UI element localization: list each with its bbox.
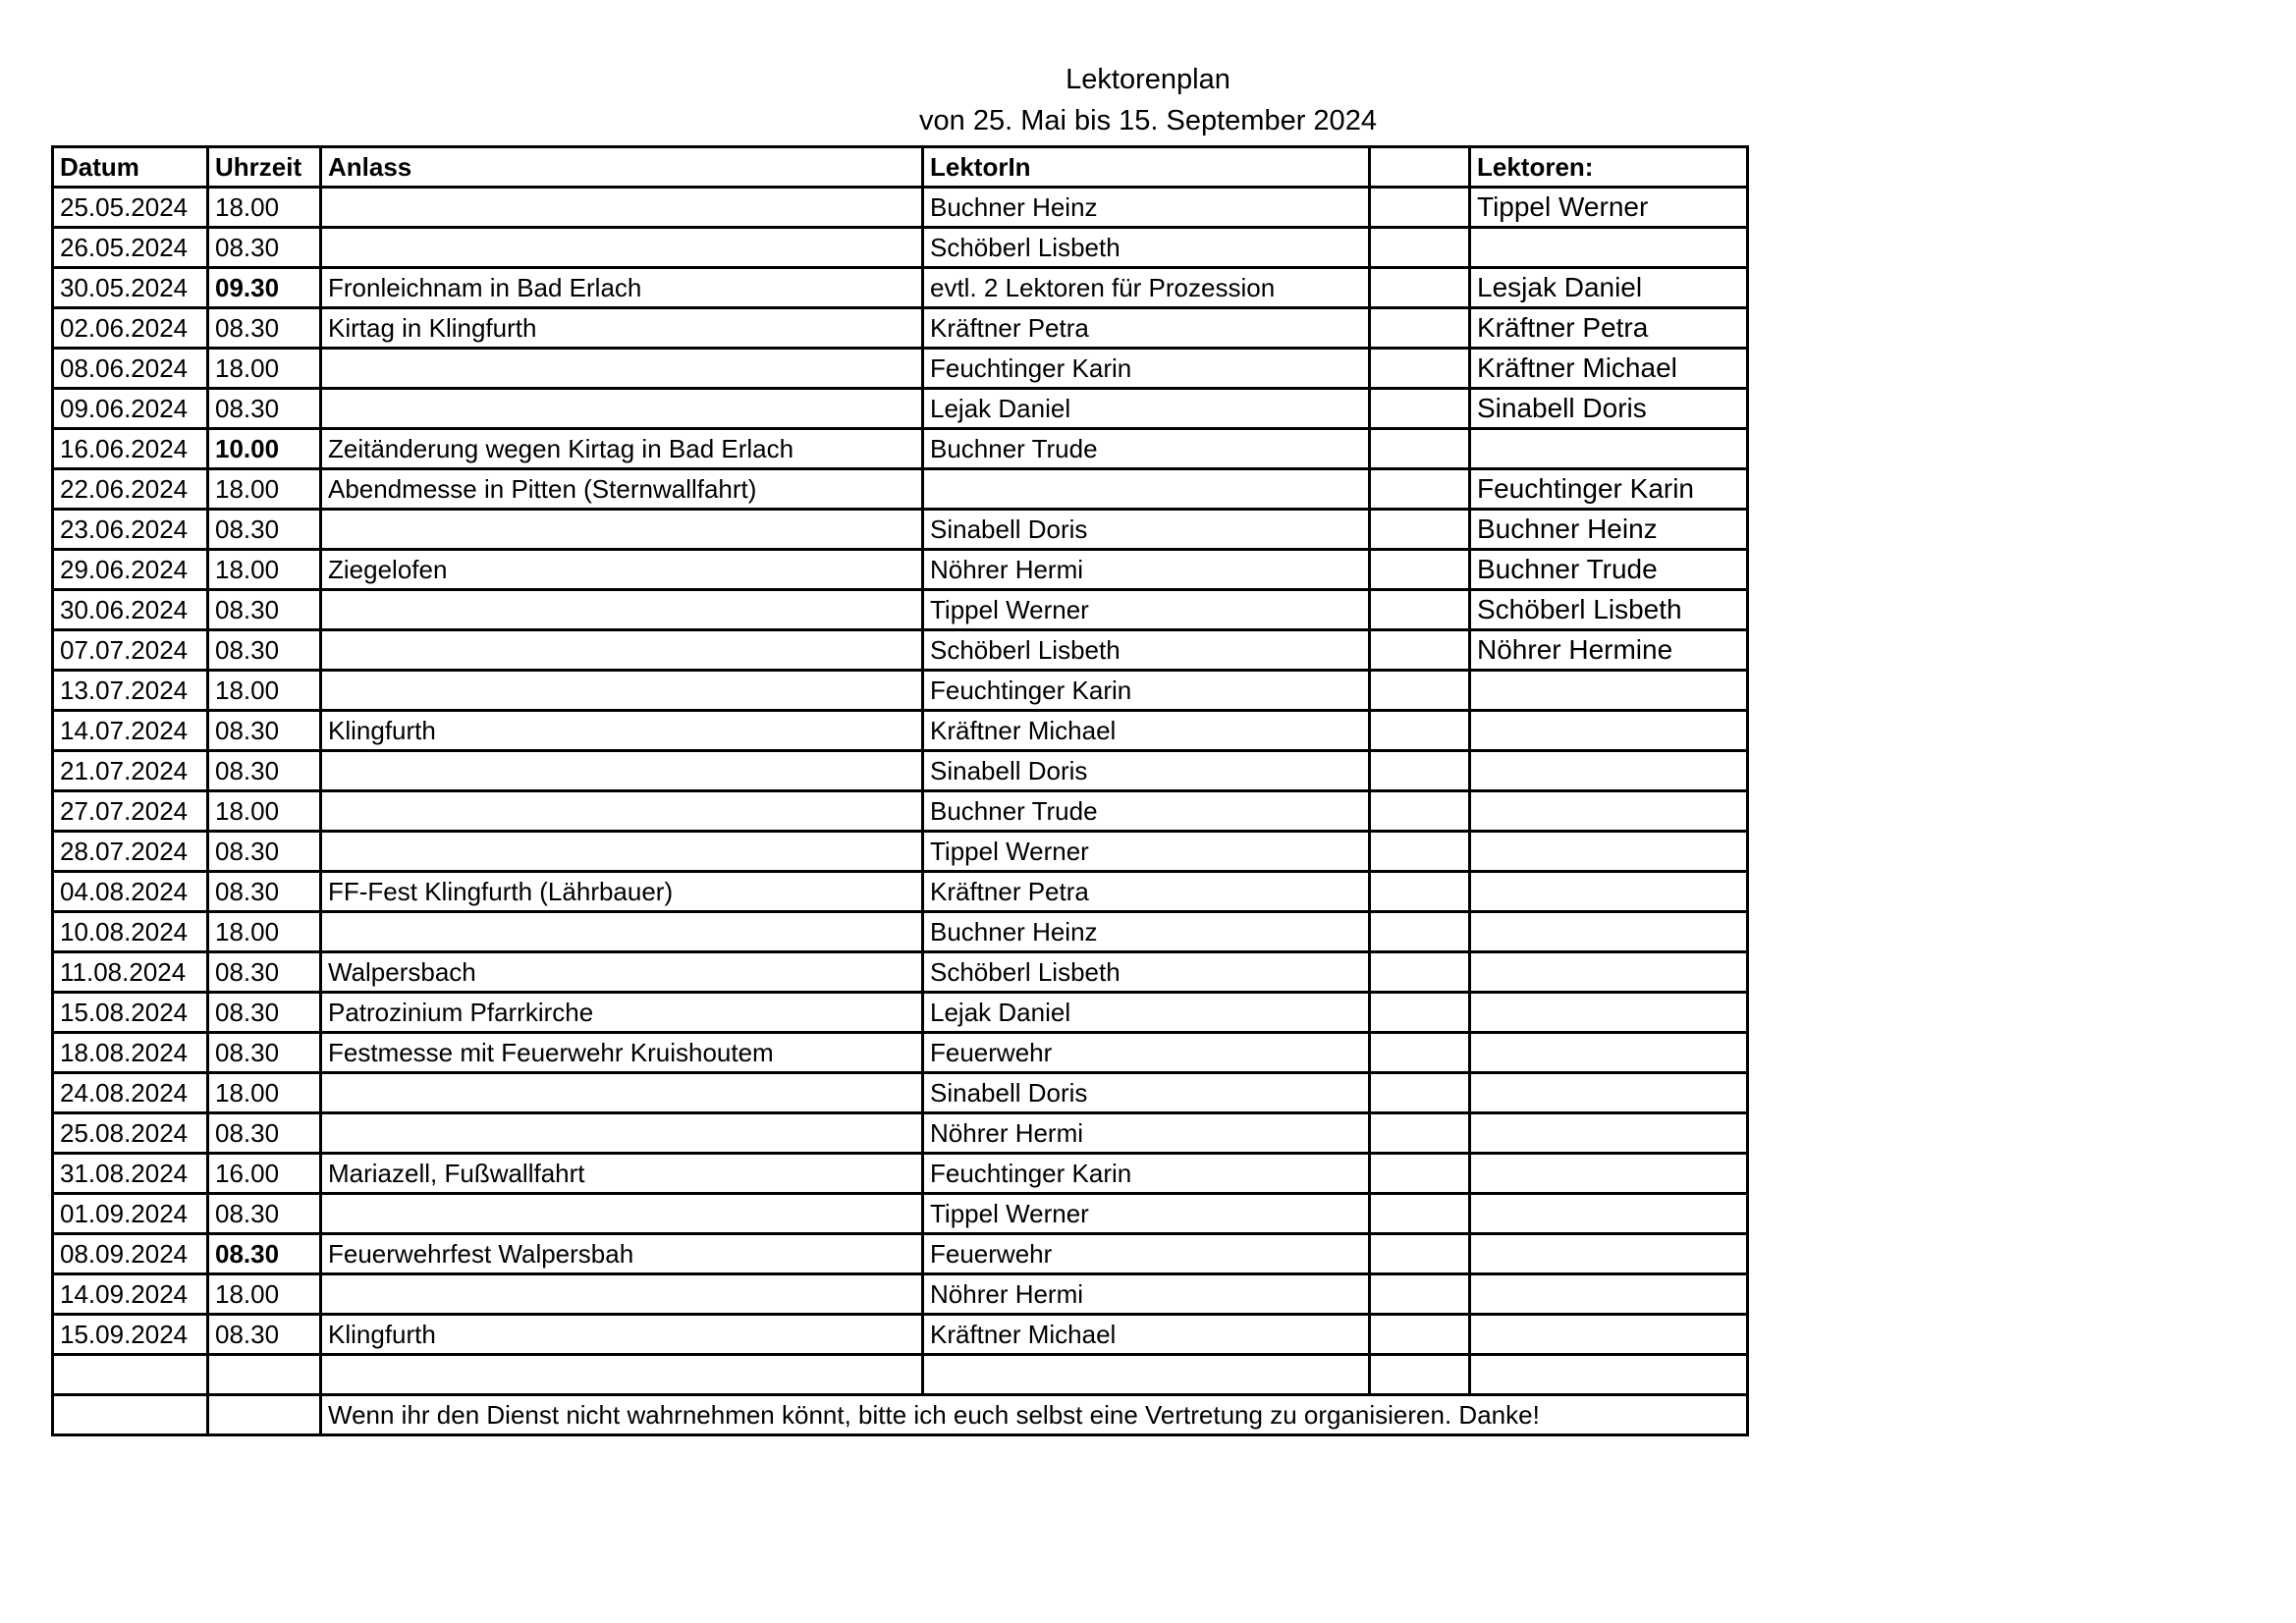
table-row — [53, 550, 1748, 590]
spacer-cell — [1370, 993, 1470, 1033]
lectors-cell — [1470, 952, 1748, 993]
table-row — [53, 1315, 1748, 1355]
lector-cell — [923, 469, 1370, 510]
lectors-cell — [1470, 1154, 1748, 1194]
date-cell: 26.05.2024 — [53, 228, 208, 268]
event-cell: Kirtag in Klingfurth — [321, 308, 923, 349]
time-cell: 08.30 — [208, 1113, 321, 1154]
table-row — [53, 429, 1748, 469]
time-cell — [208, 1355, 321, 1395]
time-cell: 08.30 — [208, 993, 321, 1033]
schedule-footer — [53, 1355, 1748, 1435]
date-cell: 29.06.2024 — [53, 550, 208, 590]
lector-cell: Nöhrer Hermi — [923, 1113, 1370, 1154]
event-cell — [321, 832, 923, 872]
lector-cell: evtl. 2 Lektoren für Prozession — [923, 268, 1370, 308]
event-cell — [321, 671, 923, 711]
date-cell: 10.08.2024 — [53, 912, 208, 952]
spacer-cell — [1370, 349, 1470, 389]
note-row — [53, 1395, 1748, 1435]
lectors-cell: Lesjak Daniel — [1470, 268, 1748, 308]
lectors-cell — [1470, 993, 1748, 1033]
page-title: Lektorenplan — [1066, 64, 1230, 95]
time-cell: 08.30 — [208, 308, 321, 349]
table-row — [53, 1033, 1748, 1073]
date-cell: 15.09.2024 — [53, 1315, 208, 1355]
spacer-cell — [1370, 832, 1470, 872]
date-cell: 08.09.2024 — [53, 1234, 208, 1274]
event-cell: FF-Fest Klingfurth (Lährbauer) — [321, 872, 923, 912]
table-row — [53, 791, 1748, 832]
spacer-cell — [1370, 872, 1470, 912]
spacer-cell — [1370, 952, 1470, 993]
date-cell: 30.06.2024 — [53, 590, 208, 630]
time-cell — [208, 1395, 321, 1435]
spacer-cell — [1370, 550, 1470, 590]
lectors-cell: Buchner Heinz — [1470, 510, 1748, 550]
lectors-cell: Buchner Trude — [1470, 550, 1748, 590]
time-cell: 16.00 — [208, 1154, 321, 1194]
lectors-cell: Sinabell Doris — [1470, 389, 1748, 429]
spacer-cell — [1370, 228, 1470, 268]
date-cell: 27.07.2024 — [53, 791, 208, 832]
event-cell — [321, 912, 923, 952]
date-cell: 07.07.2024 — [53, 630, 208, 671]
table-row — [53, 228, 1748, 268]
date-cell: 28.07.2024 — [53, 832, 208, 872]
spacer-cell — [1370, 1234, 1470, 1274]
event-cell: Klingfurth — [321, 711, 923, 751]
lectors-cell — [1470, 671, 1748, 711]
lectors-cell: Tippel Werner — [1470, 188, 1748, 228]
time-cell: 08.30 — [208, 1234, 321, 1274]
header-lektoren: Lektoren: — [1470, 147, 1748, 188]
lectors-cell — [1470, 751, 1748, 791]
lectors-cell — [1470, 228, 1748, 268]
event-cell — [321, 349, 923, 389]
table-row — [53, 188, 1748, 228]
date-cell: 25.08.2024 — [53, 1113, 208, 1154]
date-cell — [53, 1355, 208, 1395]
lectors-cell — [1470, 791, 1748, 832]
table-row — [53, 711, 1748, 751]
note-cell: Wenn ihr den Dienst nicht wahrnehmen könnt, bitte ich euch selbst eine Vertretung zu organisieren. Danke! — [321, 1395, 1748, 1435]
time-cell: 18.00 — [208, 550, 321, 590]
lector-cell: Sinabell Doris — [923, 1073, 1370, 1113]
spacer-cell — [1370, 711, 1470, 751]
lector-cell: Feuchtinger Karin — [923, 671, 1370, 711]
event-cell — [321, 1355, 923, 1395]
lector-cell: Schöberl Lisbeth — [923, 228, 1370, 268]
lector-cell: Buchner Trude — [923, 791, 1370, 832]
lector-cell: Feuchtinger Karin — [923, 349, 1370, 389]
lector-cell: Sinabell Doris — [923, 751, 1370, 791]
event-cell: Mariazell, Fußwallfahrt — [321, 1154, 923, 1194]
table-row — [53, 952, 1748, 993]
event-cell: Festmesse mit Feuerwehr Kruishoutem — [321, 1033, 923, 1073]
table-row — [53, 872, 1748, 912]
date-cell: 23.06.2024 — [53, 510, 208, 550]
lector-cell: Kräftner Michael — [923, 1315, 1370, 1355]
lectors-cell — [1470, 1194, 1748, 1234]
header-lektorin: LektorIn — [923, 147, 1370, 188]
table-row — [53, 1274, 1748, 1315]
date-cell: 04.08.2024 — [53, 872, 208, 912]
spacer-cell — [1370, 429, 1470, 469]
time-cell: 18.00 — [208, 912, 321, 952]
lectors-cell — [1470, 912, 1748, 952]
time-cell: 18.00 — [208, 791, 321, 832]
date-cell: 15.08.2024 — [53, 993, 208, 1033]
spacer-cell — [1370, 590, 1470, 630]
spacer-cell — [1370, 630, 1470, 671]
lector-cell: Kräftner Michael — [923, 711, 1370, 751]
event-cell — [321, 1113, 923, 1154]
lector-cell: Feuerwehr — [923, 1234, 1370, 1274]
spacer-cell — [1370, 1073, 1470, 1113]
lectors-cell — [1470, 1274, 1748, 1315]
date-cell: 14.07.2024 — [53, 711, 208, 751]
date-cell: 11.08.2024 — [53, 952, 208, 993]
event-cell — [321, 1194, 923, 1234]
date-cell: 18.08.2024 — [53, 1033, 208, 1073]
table-row — [53, 268, 1748, 308]
lectors-cell — [1470, 1073, 1748, 1113]
lector-cell: Schöberl Lisbeth — [923, 630, 1370, 671]
time-cell: 08.30 — [208, 1033, 321, 1073]
time-cell: 08.30 — [208, 590, 321, 630]
header-uhrzeit: Uhrzeit — [208, 147, 321, 188]
empty-row — [53, 1355, 1748, 1395]
event-cell: Klingfurth — [321, 1315, 923, 1355]
time-cell: 08.30 — [208, 630, 321, 671]
table-row — [53, 671, 1748, 711]
date-cell: 14.09.2024 — [53, 1274, 208, 1315]
event-cell: Zeitänderung wegen Kirtag in Bad Erlach — [321, 429, 923, 469]
lectors-cell — [1470, 1113, 1748, 1154]
date-cell: 08.06.2024 — [53, 349, 208, 389]
spacer-cell — [1370, 469, 1470, 510]
spacer-cell — [1370, 751, 1470, 791]
header-anlass: Anlass — [321, 147, 923, 188]
spacer-cell — [1370, 671, 1470, 711]
table-row — [53, 1113, 1748, 1154]
event-cell: Patrozinium Pfarrkirche — [321, 993, 923, 1033]
lector-cell: Feuerwehr — [923, 1033, 1370, 1073]
lector-schedule-table — [51, 145, 1749, 1436]
table-row — [53, 751, 1748, 791]
event-cell: Abendmesse in Pitten (Sternwallfahrt) — [321, 469, 923, 510]
table-row — [53, 389, 1748, 429]
spacer-cell — [1370, 510, 1470, 550]
lectors-cell — [1470, 1033, 1748, 1073]
lector-cell: Kräftner Petra — [923, 308, 1370, 349]
spacer-cell — [1370, 308, 1470, 349]
time-cell: 18.00 — [208, 188, 321, 228]
event-cell — [321, 1274, 923, 1315]
time-cell: 08.30 — [208, 1194, 321, 1234]
lectors-cell — [1470, 1355, 1748, 1395]
event-cell — [321, 590, 923, 630]
event-cell — [321, 630, 923, 671]
table-row — [53, 912, 1748, 952]
schedule-body — [53, 188, 1748, 1355]
time-cell: 18.00 — [208, 349, 321, 389]
lectors-cell — [1470, 429, 1748, 469]
lector-cell: Lejak Daniel — [923, 389, 1370, 429]
event-cell — [321, 188, 923, 228]
date-cell: 22.06.2024 — [53, 469, 208, 510]
spacer-cell — [1370, 912, 1470, 952]
time-cell: 08.30 — [208, 751, 321, 791]
lectors-cell: Kräftner Michael — [1470, 349, 1748, 389]
time-cell: 09.30 — [208, 268, 321, 308]
lectors-cell — [1470, 711, 1748, 751]
lector-cell: Schöberl Lisbeth — [923, 952, 1370, 993]
table-row — [53, 1234, 1748, 1274]
table-row — [53, 1194, 1748, 1234]
date-cell: 31.08.2024 — [53, 1154, 208, 1194]
spacer-cell — [1370, 1315, 1470, 1355]
header-row — [53, 147, 1748, 188]
event-cell — [321, 1073, 923, 1113]
table-row — [53, 469, 1748, 510]
time-cell: 08.30 — [208, 389, 321, 429]
lector-cell: Feuchtinger Karin — [923, 1154, 1370, 1194]
lector-cell: Kräftner Petra — [923, 872, 1370, 912]
lector-cell — [923, 1355, 1370, 1395]
lector-cell: Buchner Trude — [923, 429, 1370, 469]
table-row — [53, 993, 1748, 1033]
event-cell — [321, 751, 923, 791]
time-cell: 18.00 — [208, 1073, 321, 1113]
event-cell — [321, 791, 923, 832]
event-cell: Fronleichnam in Bad Erlach — [321, 268, 923, 308]
lectors-cell — [1470, 872, 1748, 912]
spacer-cell — [1370, 1033, 1470, 1073]
table-row — [53, 1154, 1748, 1194]
lectors-cell: Kräftner Petra — [1470, 308, 1748, 349]
table-row — [53, 349, 1748, 389]
spacer-cell — [1370, 1355, 1470, 1395]
lectors-cell — [1470, 1315, 1748, 1355]
time-cell: 10.00 — [208, 429, 321, 469]
time-cell: 08.30 — [208, 711, 321, 751]
lector-cell: Lejak Daniel — [923, 993, 1370, 1033]
lectors-cell: Nöhrer Hermine — [1470, 630, 1748, 671]
spacer-cell — [1370, 268, 1470, 308]
header-datum: Datum — [53, 147, 208, 188]
date-cell: 16.06.2024 — [53, 429, 208, 469]
time-cell: 08.30 — [208, 952, 321, 993]
table-row — [53, 1073, 1748, 1113]
lector-cell: Tippel Werner — [923, 832, 1370, 872]
time-cell: 08.30 — [208, 872, 321, 912]
header-spacer — [1370, 147, 1470, 188]
event-cell — [321, 228, 923, 268]
event-cell — [321, 510, 923, 550]
lector-cell: Tippel Werner — [923, 1194, 1370, 1234]
time-cell: 08.30 — [208, 1315, 321, 1355]
spacer-cell — [1370, 389, 1470, 429]
date-cell: 24.08.2024 — [53, 1073, 208, 1113]
date-cell: 02.06.2024 — [53, 308, 208, 349]
lectors-cell — [1470, 1234, 1748, 1274]
time-cell: 08.30 — [208, 510, 321, 550]
date-cell: 09.06.2024 — [53, 389, 208, 429]
lector-cell: Tippel Werner — [923, 590, 1370, 630]
table-row — [53, 832, 1748, 872]
event-cell: Feuerwehrfest Walpersbah — [321, 1234, 923, 1274]
date-cell: 01.09.2024 — [53, 1194, 208, 1234]
spacer-cell — [1370, 1154, 1470, 1194]
lectors-cell: Feuchtinger Karin — [1470, 469, 1748, 510]
spacer-cell — [1370, 1194, 1470, 1234]
lector-cell: Sinabell Doris — [923, 510, 1370, 550]
lector-cell: Buchner Heinz — [923, 188, 1370, 228]
time-cell: 18.00 — [208, 1274, 321, 1315]
date-cell: 25.05.2024 — [53, 188, 208, 228]
time-cell: 08.30 — [208, 228, 321, 268]
lector-cell: Nöhrer Hermi — [923, 550, 1370, 590]
event-cell: Ziegelofen — [321, 550, 923, 590]
lectors-cell: Schöberl Lisbeth — [1470, 590, 1748, 630]
event-cell — [321, 389, 923, 429]
time-cell: 18.00 — [208, 469, 321, 510]
time-cell: 08.30 — [208, 832, 321, 872]
event-cell: Walpersbach — [321, 952, 923, 993]
time-cell: 18.00 — [208, 671, 321, 711]
spacer-cell — [1370, 188, 1470, 228]
lector-cell: Nöhrer Hermi — [923, 1274, 1370, 1315]
lectors-cell — [1470, 832, 1748, 872]
spacer-cell — [1370, 791, 1470, 832]
lector-cell: Buchner Heinz — [923, 912, 1370, 952]
spacer-cell — [1370, 1113, 1470, 1154]
date-cell: 30.05.2024 — [53, 268, 208, 308]
table-row — [53, 308, 1748, 349]
page-subtitle: von 25. Mai bis 15. September 2024 — [919, 105, 1377, 136]
table-row — [53, 590, 1748, 630]
table-row — [53, 510, 1748, 550]
date-cell — [53, 1395, 208, 1435]
date-cell: 21.07.2024 — [53, 751, 208, 791]
table-row — [53, 630, 1748, 671]
spacer-cell — [1370, 1274, 1470, 1315]
date-cell: 13.07.2024 — [53, 671, 208, 711]
